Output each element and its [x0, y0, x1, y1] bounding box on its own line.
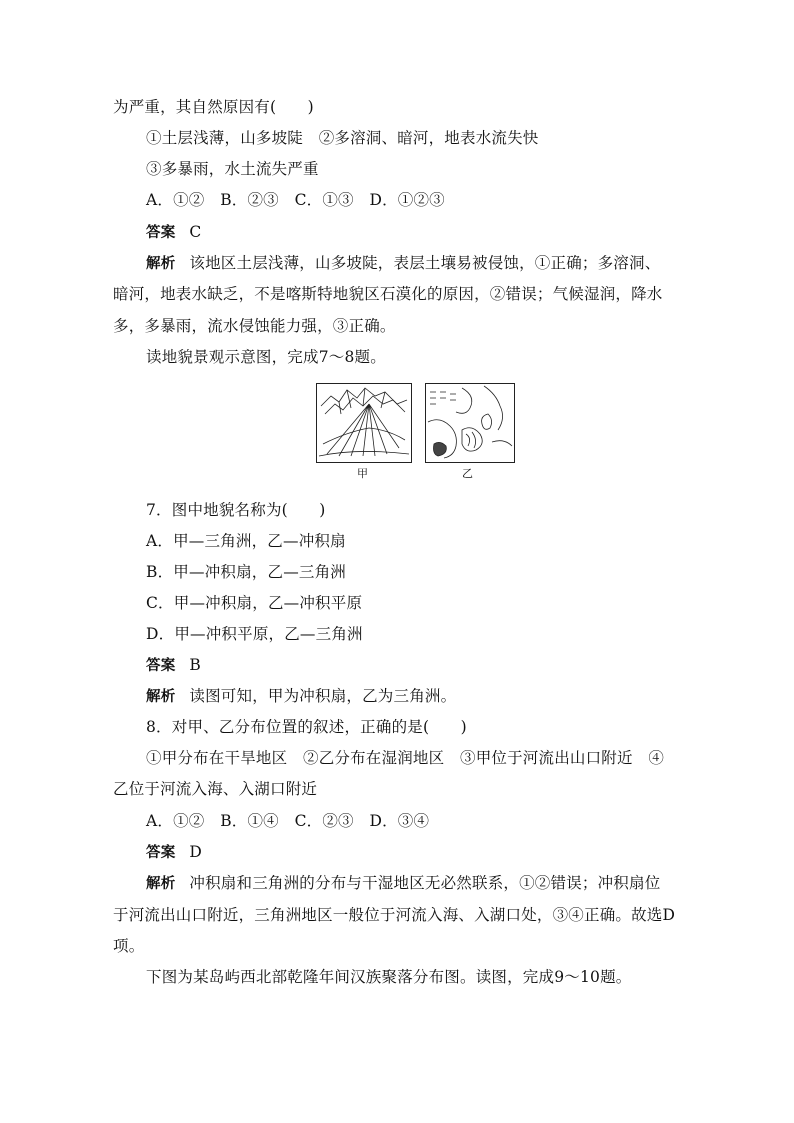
delta-illustration	[426, 384, 514, 462]
figure-right-panel	[425, 383, 515, 463]
q8-analysis-line-3: 项。	[113, 937, 145, 955]
figure-left-panel	[316, 383, 412, 463]
q7-answer-row	[146, 655, 201, 676]
q7-option-d: D．甲—冲积平原，乙—三角洲	[146, 625, 363, 643]
q6-analysis-line-2: 暗河，地表水缺乏，不是喀斯特地貌区石漠化的原因，②错误；气候湿润，降水	[113, 285, 663, 303]
q6-answer-row	[146, 222, 201, 243]
q6-options-line-1: ①土层浅薄，山多坡陡 ②多溶洞、暗河，地表水流失快	[146, 129, 539, 147]
q7-stem: 7．图中地貌名称为( )	[146, 501, 326, 519]
q7-option-a: A．甲—三角洲，乙—冲积扇	[146, 532, 346, 550]
intro-7-8: 读地貌景观示意图，完成7～8题。	[146, 348, 386, 366]
q6-options-line-2: ③多暴雨，水土流失严重	[146, 160, 319, 178]
q8-analysis-line-2: 于河流出山口附近，三角洲地区一般位于河流入海、入湖口处，③④正确。故选D	[113, 906, 676, 924]
q8-choices: A．①② B．①④ C．②③ D．③④	[146, 812, 430, 830]
q7-option-b: B．甲—冲积扇，乙—三角洲	[146, 563, 346, 581]
answer-value: C	[189, 223, 202, 241]
analysis-text: 冲积扇和三角洲的分布与干湿地区无必然联系，①②错误；冲积扇位	[189, 874, 661, 892]
analysis-text: 读图可知，甲为冲积扇，乙为三角洲。	[189, 687, 457, 705]
figure-label-left: 甲	[357, 467, 368, 480]
q8-analysis-row	[146, 873, 660, 894]
analysis-label: 解析	[146, 876, 176, 892]
q8-stem: 8．对甲、乙分布位置的叙述，正确的是( )	[146, 718, 467, 736]
q6-stem-tail: 为严重，其自然原因有( )	[113, 98, 314, 116]
analysis-text: 该地区土层浅薄，山多坡陡，表层土壤易被侵蚀，①正确；多溶洞、	[189, 254, 661, 272]
q6-choices: A．①② B．②③ C．①③ D．①②③	[146, 191, 445, 209]
q6-analysis-line-3: 多，多暴雨，流水侵蚀能力强，③正确。	[113, 317, 396, 335]
intro-9-10: 下图为某岛屿西北部乾隆年间汉族聚落分布图。读图，完成9～10题。	[146, 968, 632, 986]
q8-options-line-1: ①甲分布在干旱地区 ②乙分布在湿润地区 ③甲位于河流出山口附近 ④	[146, 749, 665, 767]
q8-options-line-2: 乙位于河流入海、入湖口附近	[113, 780, 318, 798]
answer-label: 答案	[146, 658, 176, 674]
answer-value: D	[189, 843, 203, 861]
q8-answer-row	[146, 842, 202, 863]
analysis-label: 解析	[146, 256, 176, 272]
figure-label-right: 乙	[462, 467, 473, 480]
analysis-label: 解析	[146, 689, 176, 705]
q7-option-c: C．甲—冲积扇，乙—冲积平原	[146, 594, 363, 612]
answer-value: B	[189, 656, 201, 674]
q7-analysis-row	[146, 686, 456, 707]
answer-label: 答案	[146, 845, 176, 861]
answer-label: 答案	[146, 225, 176, 241]
q6-analysis-row	[146, 253, 660, 274]
alluvial-fan-illustration	[317, 384, 411, 462]
